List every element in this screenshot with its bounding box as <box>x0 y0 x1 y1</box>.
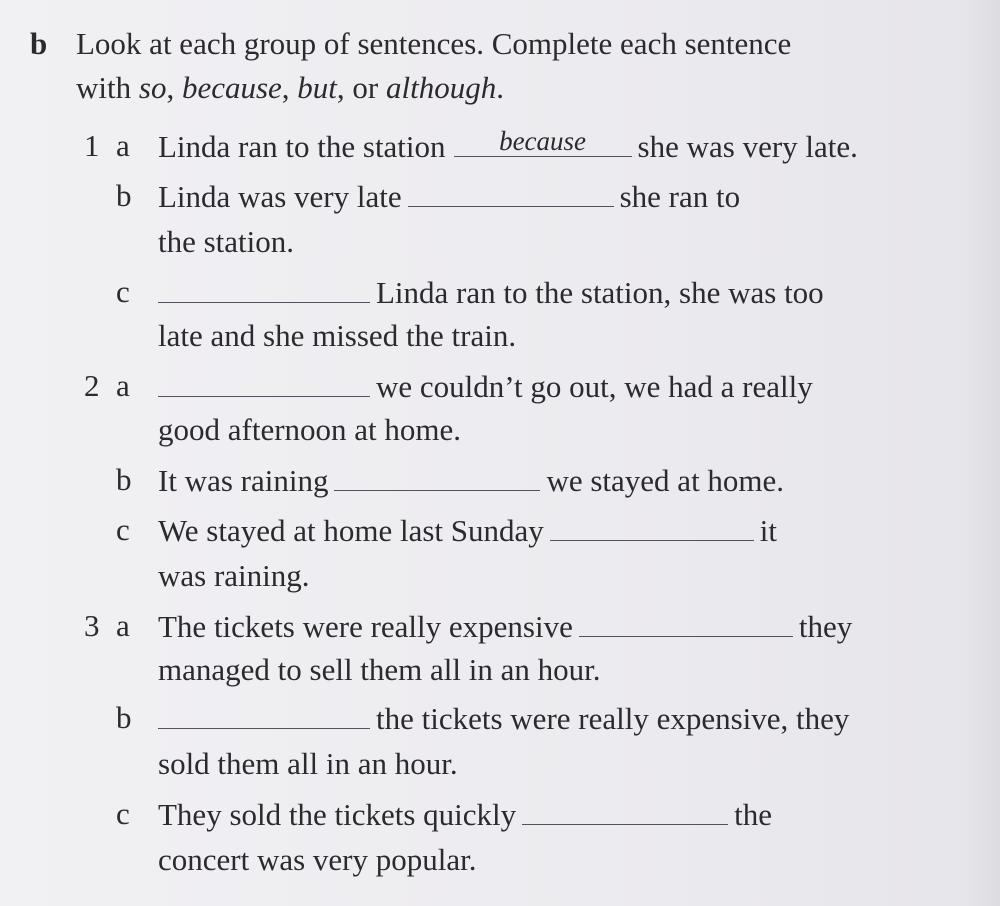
sentence-2a-cont: good afternoon at home. <box>158 412 462 447</box>
sentence-3b: the tickets were really expensive, they <box>158 698 849 739</box>
sentence-3c-cont: concert was very popular. <box>158 842 477 877</box>
answer-text: because <box>499 126 587 156</box>
answer-blank[interactable] <box>522 794 728 825</box>
answer-blank[interactable] <box>334 460 540 491</box>
item-letter: b <box>116 462 132 497</box>
answer-blank[interactable] <box>158 366 370 397</box>
item-letter: a <box>116 608 130 643</box>
word-although: although <box>386 70 497 105</box>
word-so: so <box>138 70 167 105</box>
answer-blank[interactable] <box>408 176 614 207</box>
sentence-3c: They sold the tickets quickly the <box>158 794 772 835</box>
exercise-letter: b <box>30 26 48 61</box>
instruction-line-1: Look at each group of sentences. Complete each sentence <box>76 26 792 61</box>
group-number: 1 <box>84 128 100 163</box>
word-but: but <box>297 70 337 105</box>
item-letter: a <box>116 128 130 163</box>
page-edge-shadow <box>965 0 1000 906</box>
answer-blank[interactable] <box>158 698 370 729</box>
sentence-2b: It was raining we stayed at home. <box>158 460 784 501</box>
answer-blank[interactable] <box>454 126 632 157</box>
sentence-1c-cont: late and she missed the train. <box>158 318 517 353</box>
sentence-1b-cont: the station. <box>158 224 295 259</box>
sentence-2c-cont: was raining. <box>158 558 310 593</box>
sentence-1b: Linda was very late she ran to <box>158 176 740 217</box>
sentence-2c: We stayed at home last Sunday it <box>158 510 777 551</box>
item-letter: b <box>116 700 132 735</box>
answer-blank[interactable] <box>550 510 754 541</box>
sentence-2a: we couldn’t go out, we had a really <box>158 366 813 407</box>
answer-blank[interactable] <box>158 272 370 303</box>
group-number: 3 <box>84 608 100 643</box>
sentence-3a: The tickets were really expensive they <box>158 606 852 647</box>
item-letter: c <box>116 274 130 309</box>
instruction-or: or <box>352 70 379 105</box>
group-number: 2 <box>84 368 100 403</box>
answer-blank[interactable] <box>579 606 793 637</box>
item-letter: c <box>116 512 130 547</box>
instruction-line-2: with so, because, but, or although. <box>76 70 504 105</box>
item-letter: a <box>116 368 130 403</box>
item-letter: b <box>116 178 132 213</box>
sentence-1c: Linda ran to the station, she was too <box>158 272 824 313</box>
instruction-period: . <box>496 70 504 105</box>
sentence-3b-cont: sold them all in an hour. <box>158 746 458 781</box>
instruction-with: with <box>76 70 132 105</box>
sentence-1a: Linda ran to the station because she was very late. <box>158 126 858 164</box>
sentence-3a-cont: managed to sell them all in an hour. <box>158 652 601 687</box>
word-because: because <box>181 70 282 105</box>
item-letter: c <box>116 796 130 831</box>
